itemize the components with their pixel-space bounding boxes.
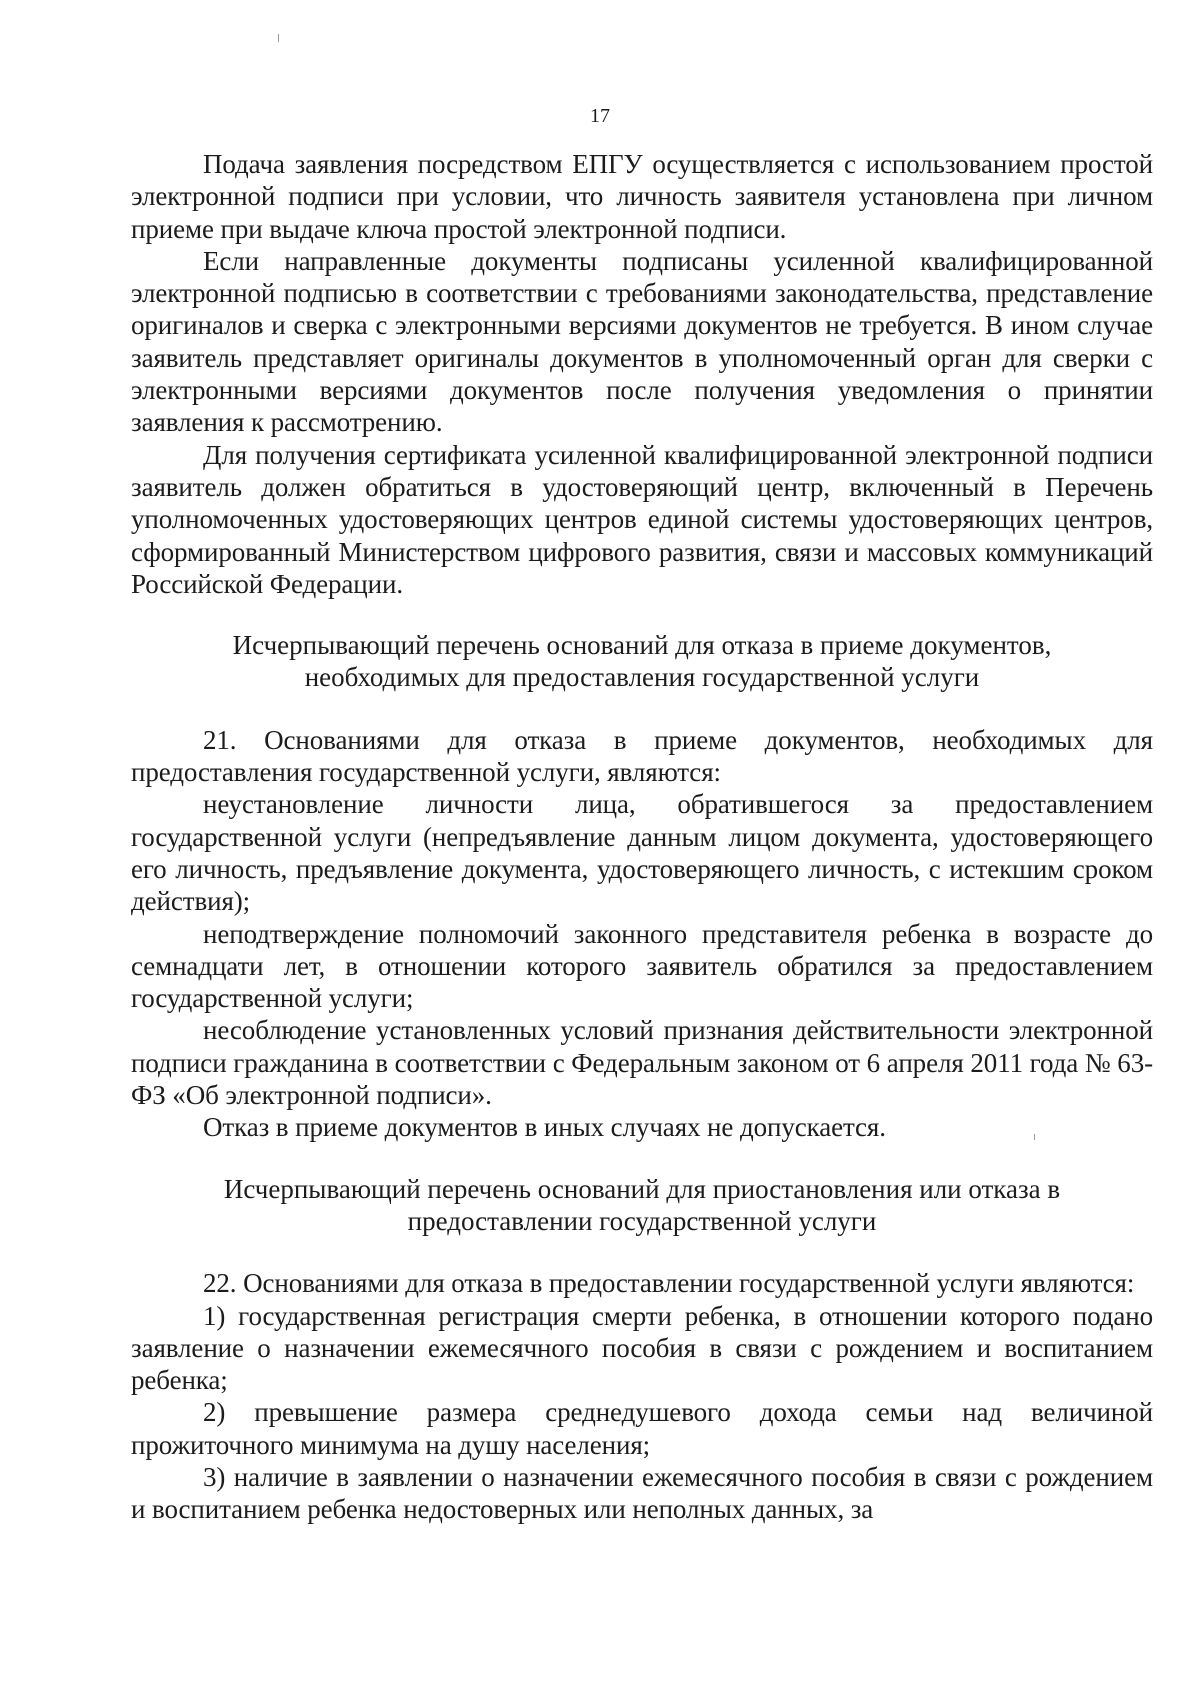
paragraph: Для получения сертификата усиленной квалифицированной электронной подписи заявитель должен обратиться в удостоверяющий центр, включенный в Перечень уполномоченных удостоверяющих центров единой системы удостоверяющих центров, сформированный Министерством цифрового развития, связи и массовых коммуникаций Российской Федерации.	[131, 439, 1153, 599]
paragraph: несоблюдение установленных условий признания действительности электронной подписи гражданина в соответствии с Федеральным законом от 6 апреля 2011 года № 63-ФЗ «Об электронной подписи».	[131, 1015, 1153, 1111]
section-21-body	[131, 724, 1153, 1144]
paragraph: 2) превышение размера среднедушевого дохода семьи над величиной прожиточного минимума на душу населения;	[131, 1397, 1153, 1460]
heading-line: Исчерпывающий перечень оснований для приостановления или отказа в	[223, 1173, 1061, 1204]
paragraph: Отказ в приеме документов в иных случаях не допускается.	[203, 1112, 886, 1143]
scan-speck	[278, 34, 279, 42]
paragraph: 3) наличие в заявлении о назначении ежемесячного пособия в связи с рождением и воспитанием ребенка недостоверных или неполных данных, за	[131, 1461, 1153, 1525]
heading-line: Исчерпывающий перечень оснований для отказа в приеме документов,	[232, 630, 1052, 661]
section-heading-22	[131, 1173, 1153, 1238]
heading-line: необходимых для предоставления государственной услуги	[304, 662, 980, 693]
paragraph: неустановление личности лица, обратившегося за предоставлением государственной услуги (непредъявление данным лицом документа, удостоверяющего его личность, предъявление документа, удостоверяющего личность, с истекшим сроком действия);	[131, 789, 1153, 917]
paragraph: неподтверждение полномочий законного представителя ребенка в возрасте до семнадцати лет, в отношении которого заявитель обратился за предоставлением государственной услуги;	[131, 918, 1153, 1014]
paragraph: 22. Основаниями для отказа в предоставлении государственной услуги являются:	[203, 1268, 1135, 1299]
paragraph: 1) государственная регистрация смерти ребенка, в отношении которого подано заявление о назначении ежемесячного пособия в связи с рождением и воспитанием ребенка;	[131, 1300, 1153, 1396]
section-22-body	[131, 1267, 1153, 1525]
paragraph: Подача заявления посредством ЕПГУ осуществляется с использованием простой электронной подписи при условии, что личность заявителя установлена при личном приеме при выдаче ключа простой электронной подписи.	[131, 149, 1153, 244]
heading-line: предоставлении государственной услуги	[407, 1205, 877, 1236]
paragraph: Если направленные документы подписаны усиленной квалифицированной электронной подписью в соответствии с требованиями законодательства, представление оригиналов и сверка с электронными версиями документов не требуется. В ином случае заявитель представляет оригиналы документов в уполномоченный орган для сверки с электронными версиями документов после получения уведомления о принятии заявления к рассмотрению.	[131, 245, 1153, 438]
paragraph: 21. Основаниями для отказа в приеме документов, необходимых для предоставления государственной услуги, являются:	[131, 724, 1153, 788]
page-number: 17	[590, 105, 610, 127]
section-heading-21	[131, 629, 1153, 694]
document-body	[131, 148, 1153, 1526]
